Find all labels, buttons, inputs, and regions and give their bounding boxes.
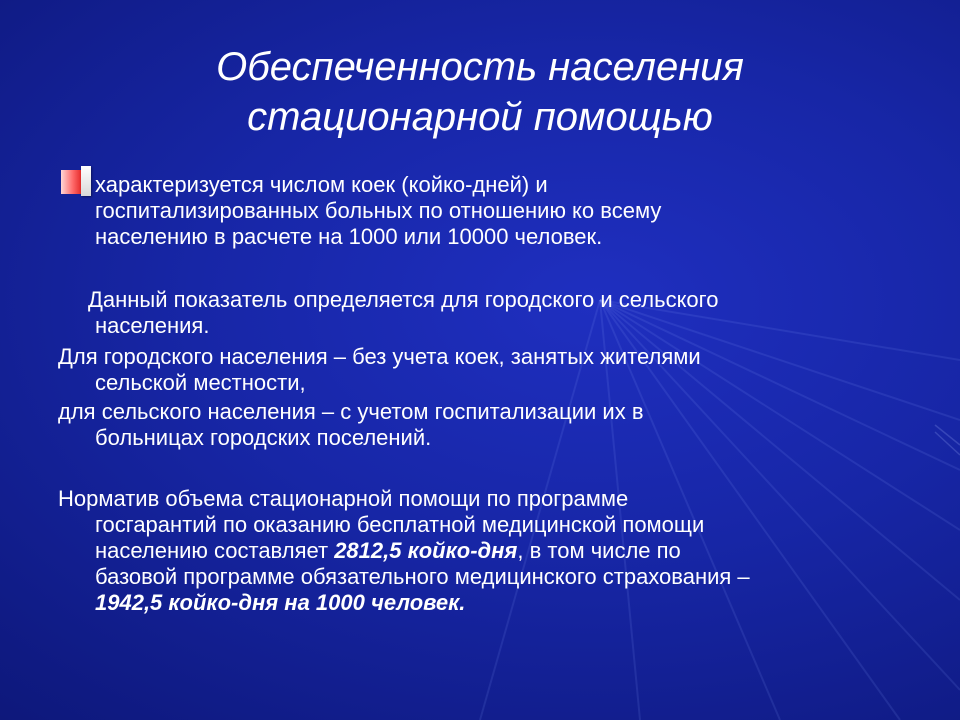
text-line: госпитализированных больных по отношению ко всему xyxy=(95,198,662,223)
text-line xyxy=(58,590,750,616)
norm-value-base: 1942,5 койко-дня на 1000 человек. xyxy=(95,590,466,615)
text-line: Норматив объема стационарной помощи по программе xyxy=(58,486,629,511)
text-line: характеризуется числом коек (койко-дней) и xyxy=(95,172,548,197)
text-line: населения. xyxy=(95,313,210,338)
slide-title xyxy=(0,42,960,142)
text-line: Данный показатель определяется для городского и сельского xyxy=(88,287,719,312)
slide-title-line-1: Обеспеченность населения xyxy=(216,45,744,89)
text-line: сельской местности, xyxy=(95,370,306,395)
bullet-icon-white-bar xyxy=(81,166,91,196)
slide-title-line-2: стационарной помощью xyxy=(247,95,713,139)
text-line: Для городского населения – без учета коек, занятых жителями xyxy=(58,344,701,369)
paragraph-urban xyxy=(58,344,701,396)
text-line xyxy=(58,538,750,564)
text-line: для сельского населения – с учетом госпитализации их в xyxy=(58,399,644,424)
paragraph-definition xyxy=(95,172,661,250)
bullet-icon xyxy=(61,166,93,198)
text-line: населению в расчете на 1000 или 10000 человек. xyxy=(95,224,603,249)
paragraph-urban-rural xyxy=(88,287,718,339)
text-line: больницах городских поселений. xyxy=(95,425,432,450)
norm-value-total: 2812,5 койко-дня xyxy=(334,538,518,563)
text-line: базовой программе обязательного медицинского страхования – xyxy=(95,564,750,589)
text-segment: населению составляет xyxy=(95,538,335,563)
text-line: госгарантий по оказанию бесплатной медицинской помощи xyxy=(95,512,705,537)
paragraph-norm xyxy=(58,486,750,616)
text-segment: , в том числе по xyxy=(517,538,681,563)
paragraph-rural xyxy=(58,399,644,451)
